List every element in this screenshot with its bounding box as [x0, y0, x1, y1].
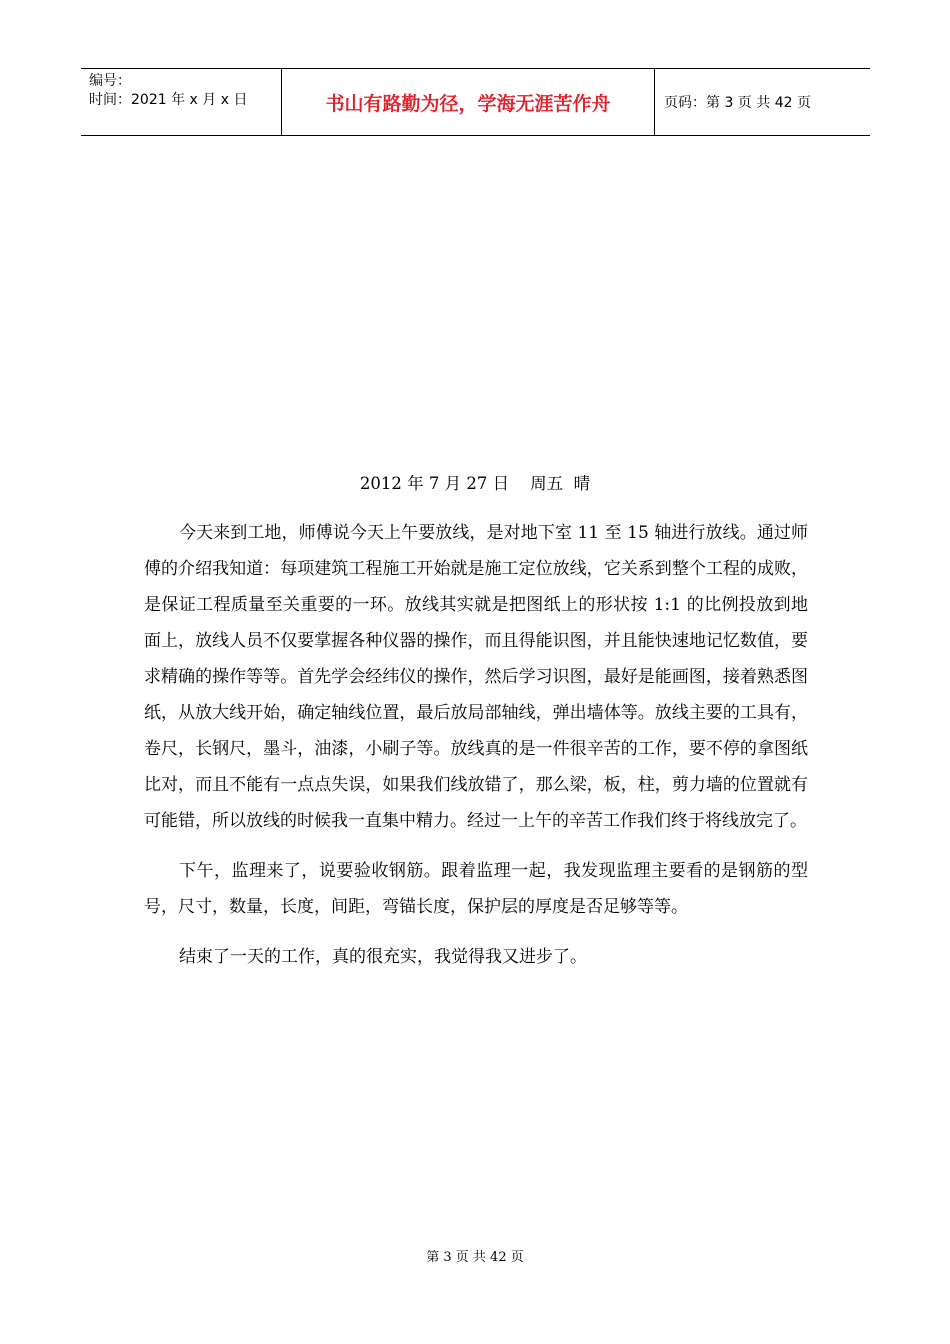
page-footer: 第 3 页 共 42 页 [426, 1250, 524, 1265]
header-time-label: 时间：2021 年 x 月 x 日 [89, 92, 248, 108]
header-page-info: 页码：第 3 页 共 42 页 [664, 95, 811, 111]
paragraph-morning: 今天来到工地，师傅说今天上午要放线，是对地下室 11 至 15 轴进行放线。通过师傅的介绍我知道：每项建筑工程施工开始就是施工定位放线，它关系到整个工程的成败，是保证工程质量至关重要的一环。放线其实就是把图纸上的形状按 1:1 的比例投放到地面上，放线人员不仅要掌握各种仪器的操作，而且得能识图，并且能快速地记忆数值，要求精确的操作等等。首先学会经纬仪的操作，然后学习识图，最好是能画图，接着熟悉图纸，从放大线开始，确定轴线位置，最后放局部轴线，弹出墙体等。放线主要的工具有，卷尺，长钢尺，墨斗，油漆，小刷子等。放线真的是一件很辛苦的工作，要不停的拿图纸比对，而且不能有一点点失误，如果我们线放错了，那么梁，板，柱，剪力墙的位置就有可能错，所以放线的时候我一直集中精力。经过一上午的辛苦工作我们终于将线放完了。 [144, 523, 808, 831]
date-weather-line: 2012 年 7 月 27 日 周五 晴 [359, 474, 591, 493]
header-meta-cell [81, 69, 282, 135]
document-body [144, 515, 808, 989]
document-header [81, 68, 870, 136]
paragraph-afternoon: 下午，监理来了，说要验收钢筋。跟着监理一起，我发现监理主要看的是钢筋的型号，尺寸，数量，长度，间距，弯锚长度，保护层的厚度是否足够等等。 [144, 861, 808, 917]
paragraph-conclusion: 结束了一天的工作，真的很充实，我觉得我又进步了。 [179, 947, 587, 967]
header-motto: 书山有路勤为径，学海无涯苦作舟 [282, 69, 655, 135]
header-number-label: 编号： [89, 73, 131, 89]
